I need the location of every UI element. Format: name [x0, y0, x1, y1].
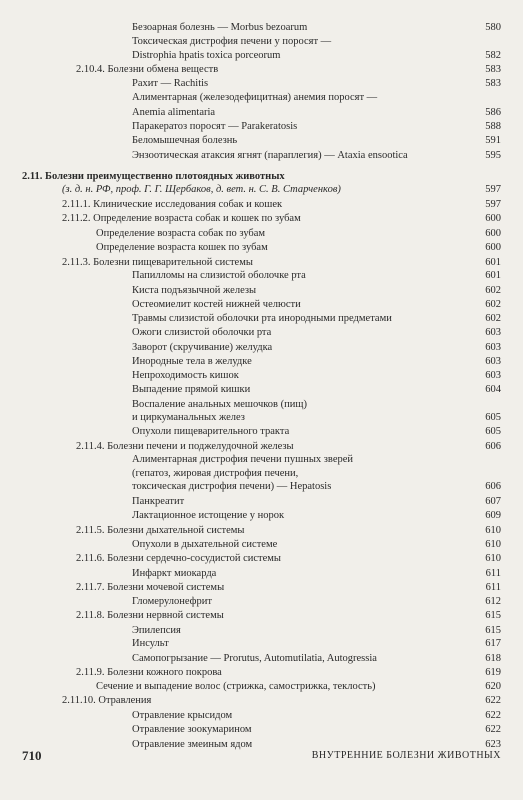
toc-entry-page: 606 — [485, 481, 501, 492]
toc-entry-page: 583 — [485, 78, 501, 89]
toc-entry-title: Безоарная болезнь — Morbus bezoarum — [132, 22, 308, 33]
toc-entry-page: 603 — [485, 370, 501, 381]
toc-entry-page: 611 — [485, 582, 501, 593]
toc-entry — [0, 467, 523, 481]
toc-entry-page: 623 — [485, 739, 501, 750]
toc-entry-title: 2.11.3. Болезни пищеварительной системы — [62, 257, 253, 268]
toc-entry — [0, 425, 523, 439]
toc-entry-page: 620 — [485, 681, 501, 692]
toc-entry-title: Инсульт — [132, 638, 169, 649]
toc-entry-page: 622 — [485, 724, 501, 735]
toc-entry — [0, 312, 523, 326]
toc-entry-title: 2.11.9. Болезни кожного покрова — [76, 667, 222, 678]
toc-entry — [0, 694, 523, 708]
toc-entry — [0, 326, 523, 340]
toc-entry-page: 610 — [485, 539, 501, 550]
toc-entry-title: Заворот (скручивание) желудка — [132, 342, 273, 353]
toc-entry-page: 600 — [485, 242, 501, 253]
toc-entry-page: 610 — [485, 553, 501, 564]
toc-entry — [0, 284, 523, 298]
toc-entry — [0, 552, 523, 566]
toc-entry-title: Остеомиелит костей нижней челюсти — [132, 299, 301, 310]
toc-entry-title: и циркуманальных желез — [132, 412, 245, 423]
toc-entry — [0, 183, 523, 197]
toc-entry-title: Панкреатит — [132, 496, 185, 507]
toc-entry-title: 2.11.1. Клинические исследования собак и кошек — [62, 199, 283, 210]
toc-entry — [0, 106, 523, 120]
toc-entry-title: 2.11.4. Болезни печени и поджелудочной железы — [76, 441, 294, 452]
toc-entry-title: Воспаление анальных мешочков (пищ) — [132, 399, 307, 410]
toc-entry — [0, 595, 523, 609]
toc-entry-title: (з. д. н. РФ, проф. Г. Г. Щербаков, д. вет. н. С. В. Старченков) — [62, 184, 341, 195]
toc-entry-page: 597 — [485, 199, 501, 210]
toc-entry-page: 610 — [485, 525, 501, 536]
toc-entry-title: Опухоли пищеварительного тракта — [132, 426, 290, 437]
toc-entry — [0, 341, 523, 355]
toc-entry-page: 604 — [485, 384, 501, 395]
running-title: ВНУТРЕННИЕ БОЛЕЗНИ ЖИВОТНЫХ — [311, 750, 501, 761]
toc-entry-title: Гломерулонефрит — [132, 596, 212, 607]
toc-entry-title: Алиментарная дистрофия печени пушных зверей — [132, 454, 354, 465]
toc-entry — [0, 680, 523, 694]
toc-entry-page: 611 — [485, 568, 501, 579]
toc-entry — [0, 369, 523, 383]
toc-entry — [0, 21, 523, 35]
toc-entry-title: 2.11.7. Болезни мочевой системы — [76, 582, 225, 593]
toc-entry — [0, 63, 523, 77]
toc-entry-title: Distrophia hpatis toxica porceorum — [132, 50, 281, 61]
toc-entry — [0, 355, 523, 369]
toc-entry — [0, 509, 523, 523]
toc-entry — [0, 440, 523, 454]
toc-entry-title: 2.11.2. Определение возраста собак и кошек по зубам — [62, 213, 301, 224]
toc-entry-title: Травмы слизистой оболочки рта инородными предметами — [132, 313, 392, 324]
toc-entry-title: 2.10.4. Болезни обмена веществ — [76, 64, 219, 75]
toc-entry-title: Лактационное истощение у норок — [132, 510, 285, 521]
toc-entry-title: 2.11.6. Болезни сердечно-сосудистой системы — [76, 553, 281, 564]
toc-entry-title: 2.11. Болезни преимущественно плотоядных животных — [22, 171, 285, 182]
toc-entry-page: 588 — [485, 121, 501, 132]
toc-entry-page: 586 — [485, 107, 501, 118]
toc-entry — [0, 398, 523, 412]
toc-entry-title: Киста подъязычной железы — [132, 285, 257, 296]
toc-entry — [0, 91, 523, 105]
toc-entry-title: Самопогрызание — Prorutus, Automutilatia, Autogressia — [132, 653, 377, 664]
toc-entry-title: Отравление крысидом — [132, 710, 233, 721]
toc-entry — [0, 383, 523, 397]
toc-entry — [0, 666, 523, 680]
toc-entry-page: 622 — [485, 710, 501, 721]
toc-entry — [0, 35, 523, 49]
toc-entry — [0, 581, 523, 595]
toc-entry — [0, 411, 523, 425]
toc-entry-page: 617 — [485, 638, 501, 649]
toc-entry-page: 600 — [485, 228, 501, 239]
toc-entry-title: Эпилепсия — [132, 625, 181, 636]
toc-entry-page: 583 — [485, 64, 501, 75]
toc-entry — [0, 609, 523, 623]
toc-entry-page: 609 — [485, 510, 501, 521]
toc-entry-page: 603 — [485, 342, 501, 353]
toc-entry-page: 605 — [485, 426, 501, 437]
toc-entry-title: Папилломы на слизистой оболочке рта — [132, 270, 306, 281]
toc-entry-title: 2.11.8. Болезни нервной системы — [76, 610, 224, 621]
toc-entry-title: Алиментарная (железодефицитная) анемия поросят — — [132, 92, 378, 103]
toc-entry — [0, 149, 523, 163]
toc-entry-page: 618 — [485, 653, 501, 664]
toc-entry — [0, 170, 523, 184]
toc-entry-title: Anemia alimentaria — [132, 107, 216, 118]
toc-entry-title: Рахит — Rachitis — [132, 78, 209, 89]
toc-entry-title: Отравление змеиным ядом — [132, 739, 253, 750]
toc-entry-title: Отравление зоокумарином — [132, 724, 252, 735]
toc-entry — [0, 77, 523, 91]
toc-entry-page: 602 — [485, 299, 501, 310]
toc-entry-page: 582 — [485, 50, 501, 61]
toc-entry — [0, 637, 523, 651]
toc-entry-page: 600 — [485, 213, 501, 224]
toc-entry-page: 619 — [485, 667, 501, 678]
page-number: 710 — [22, 748, 42, 763]
page-footer — [22, 748, 501, 764]
toc-entry — [0, 709, 523, 723]
toc-entry — [0, 495, 523, 509]
toc-entry — [0, 120, 523, 134]
toc-entry-page: 603 — [485, 356, 501, 367]
toc-entry-page: 601 — [485, 270, 501, 281]
toc-entry — [0, 134, 523, 148]
toc-entry-title: Выпадение прямой кишки — [132, 384, 251, 395]
toc-entry-page: 603 — [485, 327, 501, 338]
toc-entry-page: 622 — [485, 695, 501, 706]
toc-entry-page: 602 — [485, 285, 501, 296]
toc-entry-title: (гепатоз, жировая дистрофия печени, — [132, 468, 299, 479]
toc-entry — [0, 49, 523, 63]
toc-entry-title: Сечение и выпадение волос (стрижка, самострижка, теклость) — [96, 681, 376, 692]
toc-entry-title: Определение возраста кошек по зубам — [96, 242, 268, 253]
toc-entry-title: Энзоотическая атаксия ягнят (параплегия) — Ataxia ensootica — [132, 150, 408, 161]
toc-entry — [0, 298, 523, 312]
toc-entry-title: Определение возраста собак по зубам — [96, 228, 266, 239]
toc-entry-page: 607 — [485, 496, 501, 507]
toc-entry — [0, 269, 523, 283]
toc-entry — [0, 212, 523, 226]
toc-entry-page: 601 — [485, 257, 501, 268]
toc-entry-title: токсическая дистрофия печени) — Hepatosis — [132, 481, 332, 492]
toc-entry-title: Инородные тела в желудке — [132, 356, 252, 367]
toc-entry — [0, 453, 523, 467]
toc-entry-title: 2.11.5. Болезни дыхательной системы — [76, 525, 245, 536]
toc-entry — [0, 480, 523, 494]
toc-entry-page: 602 — [485, 313, 501, 324]
toc-entry-page: 612 — [485, 596, 501, 607]
toc-entry-page: 591 — [485, 135, 501, 146]
toc-entry-title: Непроходимость кишок — [132, 370, 239, 381]
toc-entry-title: Паракератоз поросят — Parakeratosis — [132, 121, 298, 132]
toc-entry — [0, 256, 523, 270]
toc-entry — [0, 723, 523, 737]
toc-entry-page: 580 — [485, 22, 501, 33]
toc-entry — [0, 624, 523, 638]
toc-entry-title: Беломышечная болезнь — [132, 135, 238, 146]
toc-entry-title: Токсическая дистрофия печени у поросят — — [132, 36, 332, 47]
toc-entry-page: 605 — [485, 412, 501, 423]
toc-entry-title: Ожоги слизистой оболочки рта — [132, 327, 272, 338]
toc-entry — [0, 567, 523, 581]
toc-entry-title: Опухоли в дыхательной системе — [132, 539, 278, 550]
toc-entry — [0, 241, 523, 255]
toc-entry-title: 2.11.10. Отравления — [62, 695, 152, 706]
toc-entry-page: 595 — [485, 150, 501, 161]
toc-entry-page: 606 — [485, 441, 501, 452]
toc-entry-page: 597 — [485, 184, 501, 195]
toc-entry — [0, 652, 523, 666]
toc-entry-page: 615 — [485, 610, 501, 621]
toc-entry-title: Инфаркт миокарда — [132, 568, 217, 579]
toc-entry-page: 615 — [485, 625, 501, 636]
toc-entry — [0, 538, 523, 552]
toc-entry — [0, 198, 523, 212]
toc-entry — [0, 227, 523, 241]
toc-entry — [0, 524, 523, 538]
